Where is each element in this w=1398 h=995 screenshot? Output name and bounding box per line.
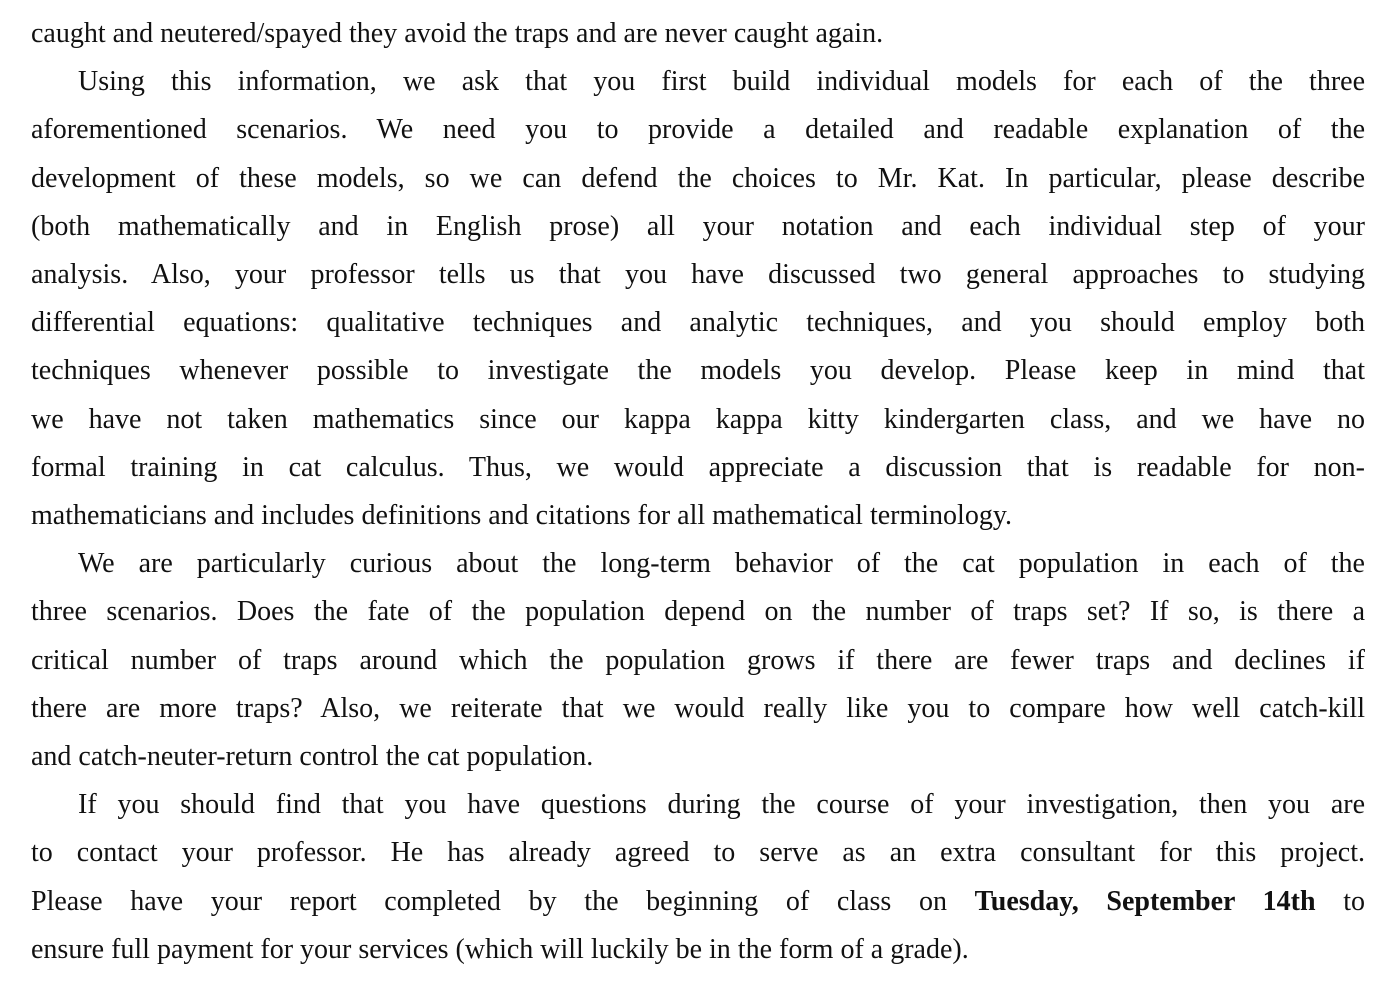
text-line: and catch-neuter-return control the cat population. — [31, 741, 594, 773]
text-segment: Please have your report completed by the beginning of class on — [31, 885, 975, 917]
text-line: we have not taken mathematics since our kappa kappa kitty kindergarten class, and we have no — [31, 403, 1365, 435]
text-line: ensure full payment for your services (which will luckily be in the form of a grade). — [31, 933, 969, 965]
text-line — [31, 878, 1365, 926]
text-line: We are particularly curious about the long-term behavior of the cat population in each of the — [78, 548, 1365, 580]
paragraph — [31, 781, 1365, 974]
text-line: critical number of traps around which the population grows if there are fewer traps and declines if — [31, 644, 1365, 676]
text-line: techniques whenever possible to investigate the models you develop. Please keep in mind that — [31, 355, 1365, 387]
due-date-emphasis: Tuesday, September 14th — [974, 885, 1316, 917]
document-body — [31, 10, 1365, 974]
text-line: differential equations: qualitative techniques and analytic techniques, and you should employ both — [31, 307, 1365, 339]
paragraph — [31, 58, 1365, 540]
text-line: (both mathematically and in English prose) all your notation and each individual step of your — [31, 210, 1365, 242]
text-line: Using this information, we ask that you first build individual models for each of the three — [78, 66, 1365, 98]
paragraph — [31, 540, 1365, 781]
text-line: aforementioned scenarios. We need you to provide a detailed and readable explanation of the — [31, 114, 1365, 146]
text-line: analysis. Also, your professor tells us that you have discussed two general approaches to studying — [31, 259, 1365, 291]
text-line: development of these models, so we can defend the choices to Mr. Kat. In particular, please describe — [31, 162, 1365, 194]
text-line: there are more traps? Also, we reiterate that we would really like you to compare how well catch-kill — [31, 692, 1365, 724]
text-line: caught and neutered/spayed they avoid the traps and are never caught again. — [31, 18, 884, 49]
text-line: formal training in cat calculus. Thus, we would appreciate a discussion that is readable for non- — [31, 451, 1365, 483]
text-segment: to — [1315, 885, 1366, 917]
text-line: mathematicians and includes definitions and citations for all mathematical terminology. — [31, 500, 1013, 532]
text-line: If you should find that you have questions during the course of your investigation, then you are — [78, 789, 1365, 821]
text-line: to contact your professor. He has already agreed to serve as an extra consultant for this project. — [31, 837, 1365, 869]
text-line: three scenarios. Does the fate of the population depend on the number of traps set? If so, is there a — [31, 596, 1365, 628]
paragraph — [31, 10, 1365, 58]
